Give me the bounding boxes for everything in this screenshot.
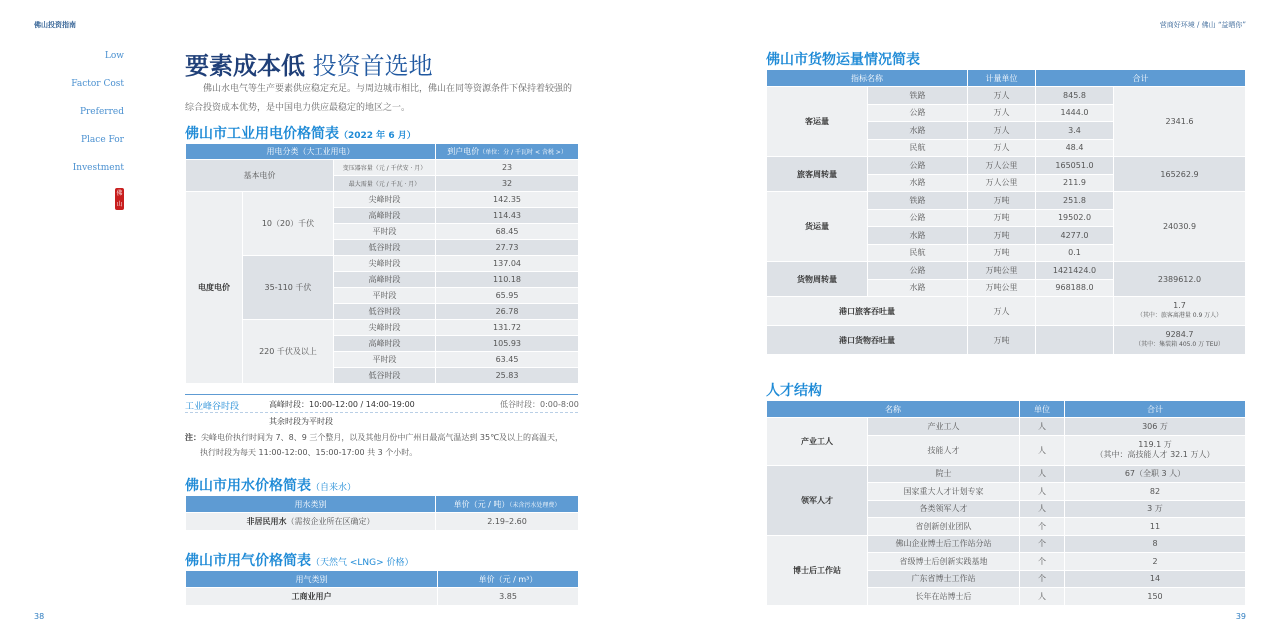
price: 26.78 — [436, 304, 579, 320]
seal-mark: 佛山 — [116, 190, 123, 208]
gas-title: 佛山市用气价格简表 — [185, 553, 311, 569]
note-prefix: 注： — [185, 433, 201, 442]
freight-category: 港口货物吞吐量 — [767, 326, 968, 355]
period: 低谷时段 — [334, 240, 436, 256]
running-header-left: 佛山投资指南 — [34, 21, 76, 29]
period: 尖峰时段 — [334, 192, 436, 208]
note-line: 执行时段为每天 11:00-12:00、15:00-17:00 共 3 个小时。 — [200, 448, 418, 457]
unit: 人 — [1020, 483, 1065, 501]
value: 150 — [1065, 588, 1246, 606]
gas-subtitle: （天然气 <LNG> 价格） — [311, 558, 414, 568]
gas-price-table — [185, 570, 579, 606]
electric-title: 佛山市工业用电价格简表 — [185, 126, 339, 142]
price: 110.18 — [436, 272, 579, 288]
voltage-group: 220 千伏及以上 — [243, 320, 334, 384]
sidebar-line: Factor Cost — [71, 79, 124, 89]
unit: 人 — [1020, 465, 1065, 483]
col-header: 计量单位 — [968, 70, 1036, 87]
water-price-table — [185, 495, 579, 531]
value: 8 — [1065, 535, 1246, 553]
value: 165051.0 — [1036, 157, 1114, 175]
total: 9284.7 （其中：集装箱 405.0 万 TEU） — [1114, 326, 1246, 355]
talent-name: 省级博士后创新实践基地 — [868, 553, 1020, 571]
water-section-title — [185, 475, 356, 495]
value: 11 — [1065, 518, 1246, 536]
value: 968188.0 — [1036, 279, 1114, 297]
unit: 万人 — [968, 139, 1036, 157]
page-title-bold: 要素成本低 — [185, 52, 305, 80]
mode: 铁路 — [868, 87, 968, 105]
talent-name: 各类领军人才 — [868, 500, 1020, 518]
sidebar-line: Place For — [80, 135, 124, 145]
mode: 民航 — [868, 139, 968, 157]
mode: 公路 — [868, 157, 968, 175]
value: 48.4 — [1036, 139, 1114, 157]
gas-section-title — [185, 550, 414, 570]
freight-category: 货运量 — [767, 192, 868, 262]
unit: 个 — [1020, 570, 1065, 588]
unit: 个 — [1020, 518, 1065, 536]
unit: 万吨公里 — [968, 279, 1036, 297]
value: 2 — [1065, 553, 1246, 571]
total: 24030.9 — [1114, 192, 1246, 262]
value: 1444.0 — [1036, 104, 1114, 122]
price: 137.04 — [436, 256, 579, 272]
talent-group: 领军人才 — [767, 465, 868, 535]
value: 119.1 万 （其中：高技能人才 32.1 万人） — [1065, 435, 1246, 465]
unit: 万人 — [968, 104, 1036, 122]
value: 211.9 — [1036, 174, 1114, 192]
talent-table — [766, 400, 1246, 606]
mode: 水路 — [868, 122, 968, 140]
talent-name: 省创新创业团队 — [868, 518, 1020, 536]
unit: 万人 — [968, 122, 1036, 140]
period: 尖峰时段 — [334, 320, 436, 336]
water-price: 2.19–2.60 — [436, 513, 579, 531]
freight-category: 旅客周转量 — [767, 157, 868, 192]
col-header: 指标名称 — [767, 70, 968, 87]
peak-label: 工业峰谷时段 — [185, 402, 240, 412]
unit: 个 — [1020, 535, 1065, 553]
talent-name: 院士 — [868, 465, 1020, 483]
total: 165262.9 — [1114, 157, 1246, 192]
value: 306 万 — [1065, 418, 1246, 436]
freight-category: 港口旅客吞吐量 — [767, 297, 968, 326]
value: 845.8 — [1036, 87, 1114, 105]
value: 19502.0 — [1036, 209, 1114, 227]
total: 2389612.0 — [1114, 262, 1246, 297]
mode: 铁路 — [868, 192, 968, 210]
talent-group: 博士后工作站 — [767, 535, 868, 605]
total: 1.7 （其中：旅客离港量 0.9 万人） — [1114, 297, 1246, 326]
talent-group: 产业工人 — [767, 418, 868, 466]
freight-section-title: 佛山市货物运量情况简表 — [766, 52, 920, 68]
peak-hours: 高峰时段：10:00-12:00 / 14:00-19:00 — [269, 400, 415, 409]
water-title: 佛山市用水价格简表 — [185, 478, 311, 494]
unit: 万人公里 — [968, 174, 1036, 192]
unit: 人 — [1020, 418, 1065, 436]
price: 142.35 — [436, 192, 579, 208]
basic-value: 32 — [436, 176, 579, 192]
mode: 水路 — [868, 279, 968, 297]
intro-paragraph: 佛山水电气等生产要素供应稳定充足。与周边城市相比，佛山在同等资源条件下保持着较强的综合投资成本优势，是中国电力供应最稳定的地区之一。 — [185, 84, 573, 113]
period: 平时段 — [334, 288, 436, 304]
sidebar-caption — [70, 49, 124, 189]
value: 67（全职 3 人） — [1065, 465, 1246, 483]
period: 低谷时段 — [334, 304, 436, 320]
value: 3 万 — [1065, 500, 1246, 518]
price: 63.45 — [436, 352, 579, 368]
basic-price-label: 基本电价 — [186, 160, 334, 192]
sidebar-line: Low — [104, 51, 124, 61]
talent-name: 佛山企业博士后工作站分站 — [868, 535, 1020, 553]
value: 4277.0 — [1036, 227, 1114, 245]
page-title — [185, 46, 433, 81]
price: 27.73 — [436, 240, 579, 256]
divider — [185, 394, 578, 395]
freight-table — [766, 69, 1246, 355]
price: 65.95 — [436, 288, 579, 304]
col-header: 用水类别 — [186, 496, 436, 513]
period: 高峰时段 — [334, 272, 436, 288]
value: 14 — [1065, 570, 1246, 588]
voltage-group: 35-110 千伏 — [243, 256, 334, 320]
water-subtitle: （自来水） — [311, 483, 357, 493]
talent-name: 国家重大人才计划专家 — [868, 483, 1020, 501]
price: 68.45 — [436, 224, 579, 240]
freight-category: 客运量 — [767, 87, 868, 157]
unit: 万人 — [968, 87, 1036, 105]
freight-category: 货物周转量 — [767, 262, 868, 297]
page-title-rest: 投资首选地 — [312, 52, 433, 80]
mode: 公路 — [868, 104, 968, 122]
period: 低谷时段 — [334, 368, 436, 384]
price: 114.43 — [436, 208, 579, 224]
unit: 万吨 — [968, 192, 1036, 210]
mode: 民航 — [868, 244, 968, 262]
value — [1036, 297, 1114, 326]
valley-hours: 低谷时段：0:00-8:00 — [500, 400, 579, 409]
col-header: 名称 — [767, 401, 1020, 418]
electric-price-table — [185, 143, 579, 384]
gas-price: 3.85 — [438, 588, 579, 606]
col-header: 合计 — [1036, 70, 1246, 87]
note-line: 尖峰电价执行时间为 7、8、9 三个整月，以及其他月份中广州日最高气温达到 35℃及以上的高温天， — [201, 433, 564, 442]
mode: 水路 — [868, 227, 968, 245]
value: 0.1 — [1036, 244, 1114, 262]
unit: 人 — [1020, 588, 1065, 606]
other-hours: 其余时段为平时段 — [269, 417, 333, 426]
basic-item: 变压器容量（元 / 千伏安 · 月） — [334, 160, 436, 176]
col-header: 单价（元 / m³） — [438, 571, 579, 588]
page-number-right: 39 — [1235, 612, 1246, 621]
energy-price-label: 电度电价 — [186, 192, 243, 384]
period: 高峰时段 — [334, 336, 436, 352]
unit: 个 — [1020, 553, 1065, 571]
value: 251.8 — [1036, 192, 1114, 210]
electric-note — [185, 430, 585, 460]
period: 平时段 — [334, 224, 436, 240]
unit: 人 — [1020, 435, 1065, 465]
basic-value: 23 — [436, 160, 579, 176]
col-header: 用气类别 — [186, 571, 438, 588]
unit: 万吨公里 — [968, 262, 1036, 280]
mode: 公路 — [868, 262, 968, 280]
price: 25.83 — [436, 368, 579, 384]
sidebar-line: Preferred — [79, 107, 124, 117]
unit: 万人公里 — [968, 157, 1036, 175]
mode: 公路 — [868, 209, 968, 227]
unit: 万吨 — [968, 326, 1036, 355]
unit: 万吨 — [968, 209, 1036, 227]
talent-name: 技能人才 — [868, 435, 1020, 465]
period: 尖峰时段 — [334, 256, 436, 272]
unit: 万人 — [968, 297, 1036, 326]
unit: 万吨 — [968, 227, 1036, 245]
talent-section-title: 人才结构 — [766, 383, 822, 399]
total: 2341.6 — [1114, 87, 1246, 157]
gas-category: 工商业用户 — [186, 588, 438, 606]
price: 105.93 — [436, 336, 579, 352]
electric-subtitle: （2022 年 6 月） — [339, 131, 416, 141]
col-header: 合计 — [1065, 401, 1246, 418]
value: 1421424.0 — [1036, 262, 1114, 280]
col-header: 用电分类（大工业用电） — [186, 144, 436, 160]
page-number-left: 38 — [34, 612, 45, 621]
electric-section-title — [185, 123, 416, 143]
water-category: 非居民用水（需按企业所在区确定） — [186, 513, 436, 531]
period: 平时段 — [334, 352, 436, 368]
divider — [185, 412, 578, 413]
value: 3.4 — [1036, 122, 1114, 140]
value — [1036, 326, 1114, 355]
col-header: 单位 — [1020, 401, 1065, 418]
period: 高峰时段 — [334, 208, 436, 224]
unit: 人 — [1020, 500, 1065, 518]
price: 131.72 — [436, 320, 579, 336]
unit: 万吨 — [968, 244, 1036, 262]
talent-name: 广东省博士工作站 — [868, 570, 1020, 588]
col-header: 到户电价（单位：分 / 千瓦时 < 含税 >） — [436, 144, 579, 160]
col-header: 单价（元 / 吨）（未含污水处理费） — [436, 496, 579, 513]
sidebar-line: Investment — [72, 163, 124, 173]
running-header-right: 营商好环境 / 佛山 “益晒你” — [1159, 21, 1246, 29]
mode: 水路 — [868, 174, 968, 192]
talent-name: 长年在站博士后 — [868, 588, 1020, 606]
value: 82 — [1065, 483, 1246, 501]
voltage-group: 10（20）千伏 — [243, 192, 334, 256]
talent-name: 产业工人 — [868, 418, 1020, 436]
basic-item: 最大需量（元 / 千瓦 · 月） — [334, 176, 436, 192]
